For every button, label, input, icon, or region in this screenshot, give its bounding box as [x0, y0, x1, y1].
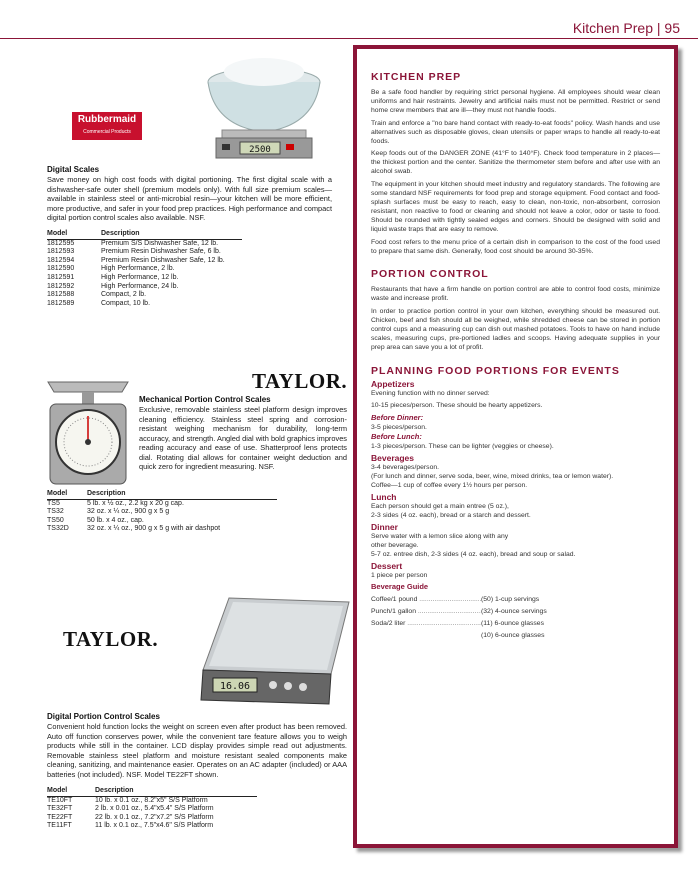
col-model: Model: [47, 787, 95, 796]
table-row: [47, 525, 277, 534]
model-cell: TS32D: [47, 525, 69, 533]
model-cell: TE32FT: [47, 805, 73, 813]
model-cell: 1812591: [47, 273, 75, 281]
before-lunch-heading: Before Lunch:: [371, 431, 422, 441]
guide-label: Punch/1 gallon .....: [371, 607, 481, 616]
description-cell: Compact, 10 lb.: [101, 299, 151, 307]
model-cell: 1812595: [47, 239, 75, 247]
paragraph: Food cost refers to the menu price of a certain dish in comparison to the cost of the food used to prepare that same dish. Generally, food cost should be around 30-35%.: [371, 238, 660, 255]
guide-row: [371, 619, 660, 628]
model-cell: TS5: [47, 499, 60, 507]
table-row: [47, 300, 242, 309]
table-row: [47, 805, 257, 814]
section-heading-planning: PLANNING FOOD PORTIONS FOR EVENTS: [371, 364, 620, 377]
product-description: Exclusive, removable stainless steel platform design improves cleaning efficiency. Stainless steel spring and corrosion-resistant weighing mechanism for durability, long-term accuracy, and strength. Angled dial with bold graphics improves reading accuracy and ease of use. Shatterproof lens protects dial. Rotating dial allows for container weight deduction and quick zero for ingredient measuring. NSF.: [139, 405, 347, 471]
paragraph: Train and enforce a "no bare hand contact with ready-to-eat foods" policy. Wash hands and use alternatives such as disposable gloves, clean utensils or paper wraps to handle all ready-to-eat foods.: [371, 119, 660, 145]
col-model: Model: [47, 230, 101, 239]
model-cell: 1812590: [47, 265, 75, 273]
portion-control-body: [371, 286, 660, 352]
col-description: Description: [95, 787, 257, 796]
section-heading-kitchen-prep: KITCHEN PREP: [371, 71, 462, 83]
guide-value: (32) 4-ounce servings: [481, 607, 547, 615]
paragraph: In order to practice portion control in your own kitchen, everything should be measured out. Chicken, beef and fish should all be weighed, while shredded cheese can be stored in portion control cups and a measuring cup can dish out mashed potatoes. Tools to have on hand include scales, measuring cups, pre-portioned ladles and scoops. Having adequate supplies in your prep area can save you a lot of profit.: [371, 308, 660, 351]
paragraph: Be a safe food handler by requiring strict personal hygiene. All employees should wear clean uniforms and hair restraints. Jewelry and artificial nails must not be permitted. Restrict or send home crew members that are ill—they must not handle foods.: [371, 89, 660, 114]
taylor-logo: TAYLOR.: [252, 369, 348, 393]
model-cell: TS32: [47, 508, 64, 516]
paragraph: Restaurants that have a firm handle on portion control are able to control food costs, minimize waste and increase profit.: [371, 286, 660, 303]
description-cell: Premium S/S Dishwasher Safe, 12 lb.: [101, 239, 219, 247]
beverages-line: Coffee—1 cup of coffee every 1½ hours per person.: [371, 481, 528, 489]
scale-display: 16.06: [219, 681, 251, 692]
beverages-heading: Beverages: [371, 452, 415, 463]
taylor-logo: TAYLOR.: [63, 627, 159, 651]
dinner-heading: Dinner: [371, 521, 398, 532]
model-cell: TE10FT: [47, 796, 73, 804]
product-title: Mechanical Portion Control Scales: [139, 395, 271, 404]
spec-table: [47, 490, 277, 534]
spec-table: [47, 787, 257, 831]
beverage-guide: [371, 595, 660, 640]
table-row: [47, 822, 257, 831]
guide-value: (50) 1-cup servings: [481, 595, 540, 603]
rubbermaid-logo: Rubbermaid Commercial Products: [72, 112, 142, 140]
product-description: Convenient hold function locks the weight on screen even after product has been removed. Auto off function conserves power, while the convenient tare feature allows you to weigh products while still in the container. LCD display provides simple read out adjustments. Removable stainless steel platform and moisture resistant sealed components make cleaning, sanitizing, and maintenance easier. Operates on an AC adapter (included) or AAA batteries (not included). NSF. Model TE22FT shown.: [47, 722, 347, 779]
info-panel: [353, 45, 678, 848]
table-row: [47, 814, 257, 823]
table-row: [47, 796, 257, 805]
lunch-line: 2-3 sides (4 oz. each), bread or a starch and dessert.: [371, 511, 531, 519]
appetizers-line: 10-15 pieces/person. These should be hearty appetizers.: [371, 401, 543, 409]
description-cell: Compact, 2 lb.: [101, 291, 147, 299]
description-cell: Premium Resin Dishwasher Safe, 12 lb.: [101, 256, 225, 264]
description-cell: High Performance, 2 lb.: [101, 265, 175, 273]
description-cell: 10 lb. x 0.1 oz., 8.2"x5" S/S Platform: [95, 796, 208, 804]
guide-row: [371, 607, 660, 616]
description-cell: High Performance, 24 lb.: [101, 282, 179, 290]
model-cell: TS50: [47, 516, 64, 524]
beverages-line: 3-4 beverages/person.: [371, 463, 440, 471]
guide-value: (11) 6-ounce glasses: [481, 619, 544, 627]
col-model: Model: [47, 490, 87, 499]
dessert-heading: Dessert: [371, 560, 403, 571]
digital-scale-image: [200, 42, 328, 160]
description-cell: High Performance, 12 lb.: [101, 273, 179, 281]
guide-row: [371, 595, 660, 604]
table-row: [47, 291, 242, 300]
guide-label: Soda/2 liter .....: [371, 619, 481, 628]
product-description: Save money on high cost foods with digital portioning. The first digital scale with a dishwasher-safe outer shell (premium models only). With full size premium scales—available in stainless steel or anti-microbial resin—your kitchen will be more efficient, more productive, and safer in your food prep practices. High performance and compact digital portion control scales also available. NSF.: [47, 175, 332, 222]
before-lunch-line: 1-3 pieces/person. These can be lighter (veggies or cheese).: [371, 442, 554, 450]
guide-row: [371, 631, 660, 640]
col-description: Description: [101, 230, 242, 239]
description-cell: 11 lb. x 0.1 oz., 7.5"x4.6" S/S Platform: [95, 822, 214, 830]
scale-display: 2500: [249, 145, 271, 155]
beverages-line: (For lunch and dinner, serve soda, beer, wine, mixed drinks, tea or lemon water).: [371, 472, 614, 480]
lunch-line: Each person should get a main entree (5 oz.),: [371, 502, 509, 510]
description-cell: 2 lb. x 0.01 oz., 5.4"x5.4" S/S Platform: [95, 805, 214, 813]
description-cell: Premium Resin Dishwasher Safe, 6 lb.: [101, 248, 221, 256]
model-cell: 1812588: [47, 291, 75, 299]
table-row: [47, 248, 242, 257]
digital-portion-scale-image: [193, 592, 353, 710]
description-cell: 5 lb. x ½ oz., 2.2 kg x 20 g cap.: [87, 499, 184, 507]
appetizers-heading: Appetizers: [371, 378, 415, 389]
description-cell: 32 oz. x ¼ oz., 900 g x 5 g: [87, 508, 170, 516]
section-heading-portion-control: PORTION CONTROL: [371, 268, 489, 281]
paragraph: Keep foods out of the DANGER ZONE (41°F to 140°F). Check food temperature in 2 places—the thickest portion and the center. Sanitize the thermometer stem before and after use with an alcohol swab.: [371, 150, 660, 176]
model-cell: TE11FT: [47, 822, 72, 830]
model-cell: 1812593: [47, 248, 75, 256]
description-cell: 22 lb. x 0.1 oz., 7.2"x7.2" S/S Platform: [95, 813, 214, 821]
dinner-line: Serve water with a lemon slice along with any other beverage.: [371, 532, 509, 549]
model-cell: 1812589: [47, 299, 75, 307]
col-description: Description: [87, 490, 277, 499]
guide-value: (10) 6-ounce glasses: [481, 631, 545, 639]
header-rule: [0, 38, 698, 39]
paragraph: The equipment in your kitchen should meet industry and regulatory standards. The following are some standard NSF requirements for food prep and storage equipment. Food contact and food-splash surfaces must be easy to reach, easy to clean, non-toxic, non-absorbent, corrosion resistant, non reactive to food or cleaning and should not leave a color, odor or taste to food. Should be rounded with tightly sealed edges and corners. Should be designed with solid and liquid waste traps that are easy to remove.: [371, 181, 660, 233]
guide-label: [371, 631, 481, 640]
dessert-line: 1 piece per person: [371, 571, 428, 579]
lunch-heading: Lunch: [371, 491, 397, 502]
spec-table: [47, 230, 242, 308]
table-row: [47, 274, 242, 283]
page-header: Kitchen Prep | 95: [572, 20, 680, 36]
table-row: [47, 239, 242, 248]
model-cell: 1812592: [47, 282, 75, 290]
guide-label: Coffee/1 pound .....: [371, 595, 481, 604]
description-cell: 50 lb. x 4 oz., cap.: [87, 516, 144, 524]
table-row: [47, 517, 277, 526]
before-dinner-line: 3-5 pieces/person.: [371, 423, 427, 431]
description-cell: 32 oz. x ¼ oz., 900 g x 5 g with air dashpot: [87, 525, 221, 533]
table-row: [47, 265, 242, 274]
table-row: [47, 508, 277, 517]
model-cell: 1812594: [47, 256, 75, 264]
mechanical-scale-image: [42, 366, 134, 488]
model-cell: TE22FT: [47, 813, 73, 821]
product-title: Digital Scales: [47, 165, 100, 174]
before-dinner-heading: Before Dinner:: [371, 412, 424, 422]
dinner-line: 5-7 oz. entree dish, 2-3 sides (4 oz. each), bread and soup or salad.: [371, 550, 576, 558]
table-row: [47, 283, 242, 292]
table-row: [47, 257, 242, 266]
table-row: [47, 499, 277, 508]
kitchen-prep-body: [371, 89, 660, 256]
beverage-guide-heading: Beverage Guide: [371, 581, 429, 591]
product-title: Digital Portion Control Scales: [47, 712, 160, 721]
appetizers-line: Evening function with no dinner served:: [371, 389, 490, 397]
